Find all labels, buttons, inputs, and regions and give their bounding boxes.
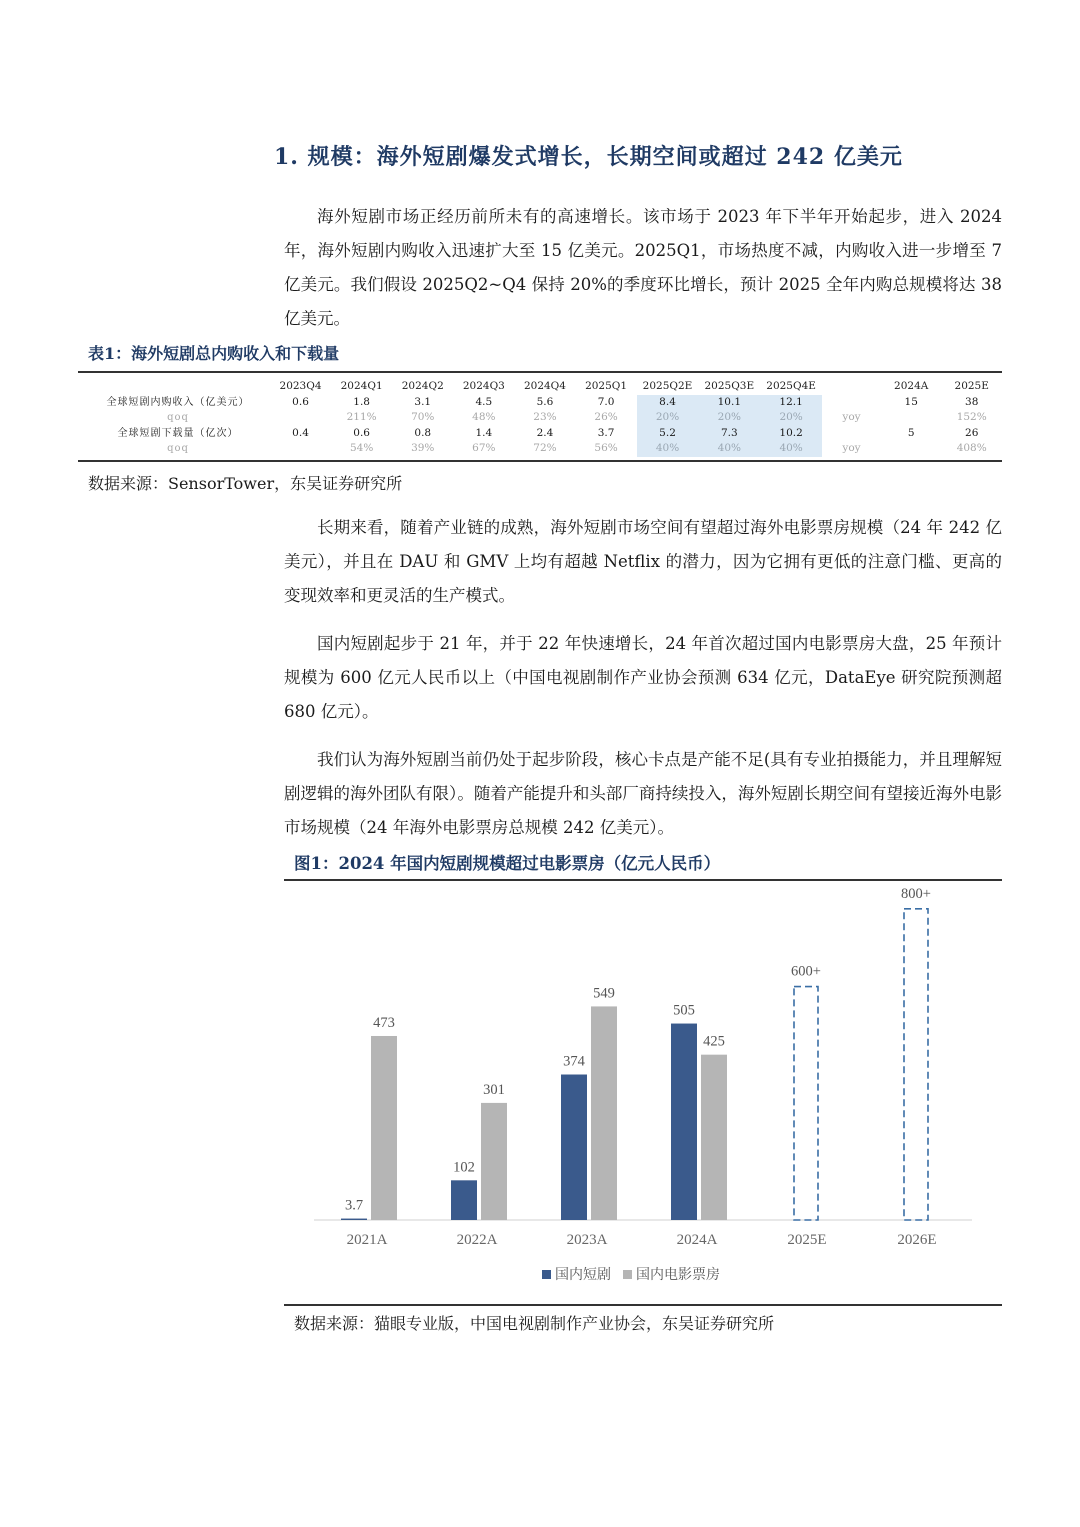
bar-chart [284,881,1002,1304]
table-row [86,410,1002,426]
section-heading: 1. 规模：海外短剧爆发式增长，长期空间或超过 242 亿美元 [274,144,903,170]
table-cell: 1.8 [353,395,370,408]
table-cell [822,379,881,395]
data-label: 473 [373,1014,395,1031]
table-cell: 2024Q3 [462,380,505,392]
table-cell: 0.8 [414,426,432,439]
data-label: 3.7 [344,1197,364,1214]
table-cell: 38 [965,395,979,408]
table-cell: 2024A [894,380,929,392]
table-cell: 20% [637,410,699,426]
table-cell: 12.1 [760,395,822,411]
paragraph-4: 我们认为海外短剧当前仍处于起步阶段，核心卡点是产能不足(具有专业拍摄能力，并且理解短剧逻辑的海外团队有限）。随着产能提升和头部厂商持续投入，海外短剧长期空间有望接近海外电影市场规模（24 年海外电影票房总规模 242 亿美元）。 [284,750,1002,837]
table-cell: 8.4 [637,395,699,411]
data-label: 301 [483,1081,505,1098]
table-cell [270,441,331,457]
table-cell: 152% [956,411,987,423]
table-cell [270,410,331,426]
forecast-bar [794,987,818,1220]
table-cell: 26 [965,426,979,439]
table-cell: 2025E [954,380,989,392]
table-cell: 0.6 [292,395,309,408]
data-label: 425 [703,1033,725,1050]
table-cell: 39% [411,442,435,454]
legend-label: 国内电影票房 [636,1267,720,1283]
legend-swatch [542,1270,551,1279]
table-cell: 0.6 [353,426,370,439]
table-cell: 67% [472,442,496,454]
row-label [86,379,270,395]
table-cell: 54% [349,442,374,454]
bar-short-drama [671,1024,697,1220]
figure-bottom-rule [284,1304,1002,1306]
data-label: 102 [453,1159,475,1176]
chart-legend [542,1264,720,1284]
table-cell: 2024Q4 [523,380,566,392]
table-cell: 2023Q4 [279,380,322,392]
table-cell: 10.1 [698,395,760,411]
table-cell: yoy [842,442,861,454]
figure-source: 数据来源：猫眼专业版，中国电视剧制作产业协会，东吴证券研究所 [294,1314,775,1333]
data-label: 600+ [791,963,821,980]
x-tick-label: 2025E [787,1232,827,1248]
data-label: 549 [593,985,615,1002]
table-cell: 5 [907,426,915,439]
table-cell: 2024Q2 [401,380,444,392]
paragraph-2: 长期来看，随着产业链的成熟，海外短剧市场空间有望超过海外电影票房规模（24 年 242 亿美元），并且在 DAU 和 GMV 上均有超越 Netflix 的潜力，因为它拥有更低的注意门槛、更高的变现效率和更灵活的生产模式。 [284,518,1002,605]
table-cell: 20% [760,410,822,426]
forecast-bar [904,909,928,1220]
table-cell: 2025Q2E [642,380,693,392]
legend-label: 国内短剧 [555,1267,611,1283]
table-cell: yoy [842,411,861,423]
legend-item [542,1264,611,1284]
bar-short-drama [561,1075,587,1220]
table-cell: 48% [472,411,496,423]
table-cell [822,426,881,442]
legend-item [623,1264,720,1284]
table-cell: 26% [594,411,618,423]
table-cell: 2025Q4E [766,380,816,392]
table-cell: 20% [698,410,760,426]
table-row [86,395,1002,411]
table-source: 数据来源：SensorTower，东吴证券研究所 [88,474,403,493]
bar-short-drama [341,1219,367,1220]
table-cell: 4.5 [475,395,493,408]
table-cell: 56% [594,442,618,454]
x-tick-label: 2022A [456,1232,498,1248]
table-cell: 2025Q1 [585,380,628,392]
table-cell: 3.7 [597,426,615,439]
x-tick-label: 2026E [897,1232,937,1248]
table-title: 表1：海外短剧总内购收入和下载量 [88,344,340,363]
data-label: 374 [563,1053,585,1070]
bar-box-office [701,1055,727,1220]
table-cell [822,395,881,411]
paragraph-3: 国内短剧起步于 21 年，并于 22 年快速增长，24 年首次超过国内电影票房大盘，25 年预计规模为 600 亿元人民币以上（中国电视剧制作产业协会预测 634 亿元，DataEye 研究院预测超 680 亿元）。 [284,634,1002,721]
table-cell: 40% [637,441,699,457]
table-cell: 70% [411,411,435,423]
x-tick-label: 2023A [566,1232,608,1248]
x-tick-label: 2021A [346,1232,388,1248]
table-cell: 15 [904,395,918,408]
bar-box-office [371,1036,397,1220]
table-header-row [86,379,1002,395]
bar-short-drama [451,1180,477,1220]
x-tick-label: 2024A [676,1232,718,1248]
table-cell: 23% [533,411,557,423]
row-label: qoq [167,412,189,423]
row-label: qoq [167,443,189,454]
table-cell: 2.4 [536,426,554,439]
table-cell: 72% [533,442,557,454]
table-cell: 10.2 [760,426,822,442]
paragraph-1: 海外短剧市场正经历前所未有的高速增长。该市场于 2023 年下半年开始起步，进入 2024 年，海外短剧内购收入迅速扩大至 15 亿美元。2025Q1，市场热度不减，内购收入进一步增至 7 亿美元。我们假设 2025Q2~Q4 保持 20%的季度环比增长，预计 2025 全年内购总规模将达 38 亿美元。 [284,207,1002,328]
legend-swatch [623,1270,632,1279]
table-cell: 2025Q3E [704,380,755,392]
table-cell: 1.4 [475,426,493,439]
figure-title: 图1：2024 年国内短剧规模超过电影票房（亿元人民币） [294,854,721,873]
table-cell: 7.3 [698,426,760,442]
bar-box-office [481,1103,507,1220]
table-cell: 40% [760,441,822,457]
table-cell [881,410,941,426]
table-cell [881,441,941,457]
data-label: 800+ [901,885,931,902]
row-label: 全球短剧内购收入（亿美元） [106,396,250,408]
table-cell: 5.2 [637,426,699,442]
revenue-table-frame [78,371,1002,462]
table-cell: 2024Q1 [340,380,383,392]
table-cell: 7.0 [597,395,615,408]
bar-box-office [591,1006,617,1220]
revenue-table [86,379,1002,457]
table-cell: 40% [698,441,760,457]
table-row [86,441,1002,457]
row-label: 全球短剧下载量（亿次） [117,427,239,439]
table-cell: 0.4 [292,426,309,439]
table-cell: 408% [956,442,987,454]
table-cell: 5.6 [536,395,554,408]
data-label: 505 [673,1002,695,1019]
table-row [86,426,1002,442]
table-cell: 3.1 [414,395,432,408]
table-cell: 211% [346,411,377,423]
